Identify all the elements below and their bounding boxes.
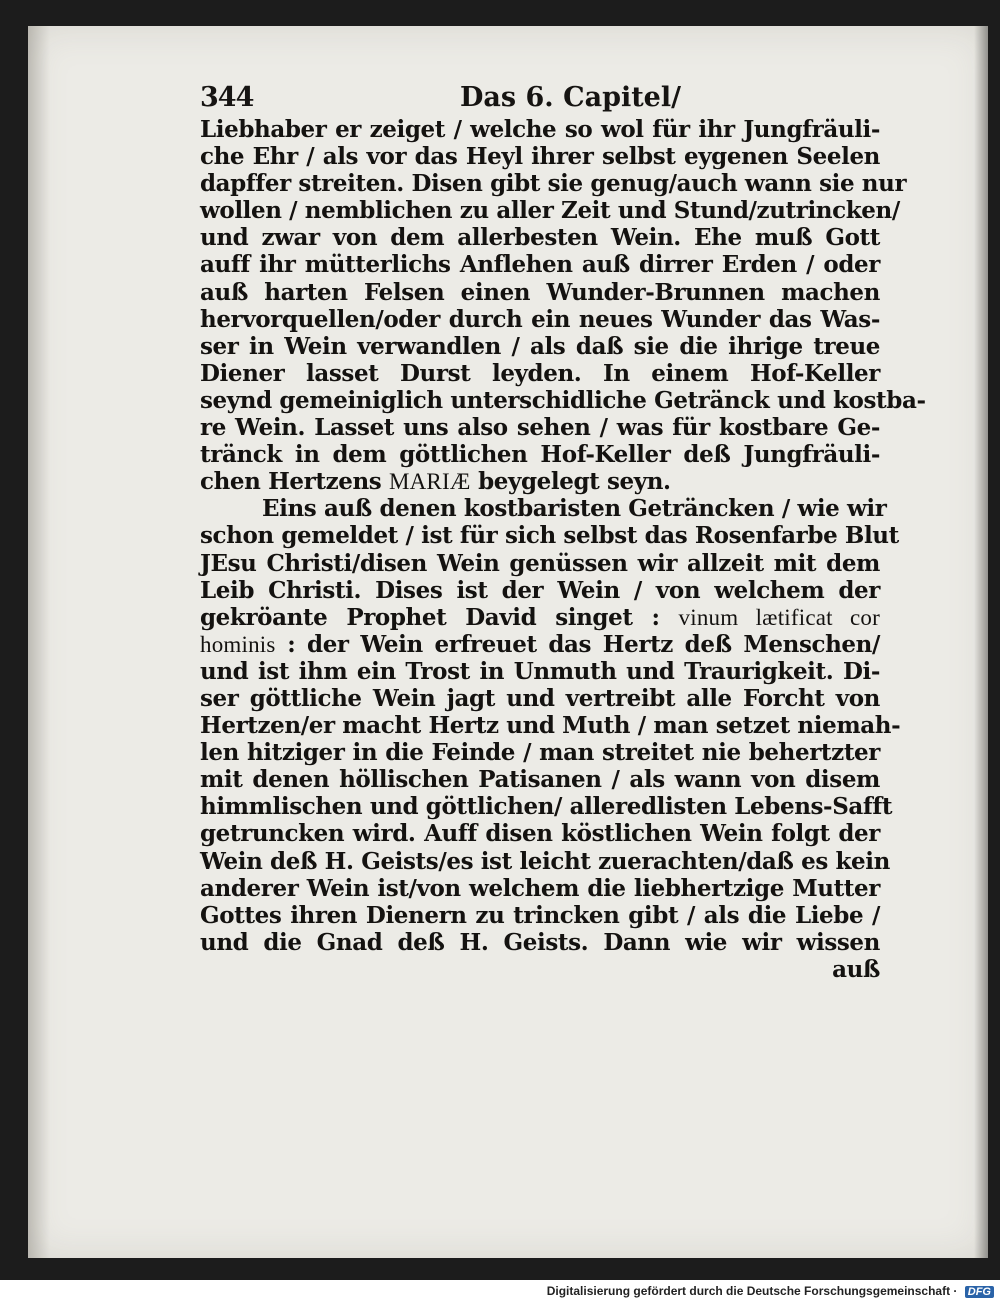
- text-line: hominis : der Wein erfreuet das Hertz deß Menschen/: [200, 630, 880, 658]
- text-line: Gottes ihren Dienern zu trincken gibt / als die Liebe /: [200, 901, 880, 929]
- catchword: auß: [832, 955, 880, 983]
- text-line: und zwar von dem allerbesten Wein. Ehe muß Gott: [200, 224, 880, 252]
- text-line: hervorquellen/oder durch ein neues Wunder das Was-: [200, 305, 880, 333]
- text-line: che Ehr / als vor das Heyl ihrer selbst eygenen Seelen: [200, 143, 880, 171]
- text-line: und die Gnad deß H. Geists. Dann wie wir wissen: [200, 928, 880, 956]
- text-line: und ist ihm ein Trost in Unmuth und Traurigkeit. Di-: [200, 657, 880, 685]
- text-line: schon gemeldet / ist für sich selbst das Rosenfarbe Blut: [200, 522, 899, 550]
- text-line: getruncken wird. Auff disen köstlichen Wein folgt der: [200, 820, 880, 848]
- latin-antiqua-text: hominis: [200, 631, 276, 657]
- text-line: Diener lasset Durst leyden. In einem Hof-Keller: [200, 359, 880, 387]
- running-head: Das 6. Capitel/: [460, 82, 681, 113]
- text-line: ser in Wein verwandlen / als daß sie die ihrige treue: [200, 332, 880, 360]
- text-line: seynd gemeiniglich unterschidliche Getränck und kostba-: [200, 386, 926, 414]
- text-line: tränck in dem göttlichen Hof-Keller deß Jungfräuli-: [200, 441, 880, 469]
- page-gutter-shadow: [28, 26, 50, 1258]
- credit-text: Digitalisierung gefördert durch die Deutsche Forschungsgemeinschaft ·: [546, 1284, 958, 1298]
- text-line: re Wein. Lasset uns also sehen / was für kostbare Ge-: [200, 414, 880, 442]
- text-line: dapffer streiten. Disen gibt sie genug/auch wann sie nur: [200, 170, 907, 198]
- text-line: auß harten Felsen einen Wunder-Brunnen machen: [200, 278, 880, 306]
- text-line: Liebhaber er zeiget / welche so wol für ihr Jungfräuli-: [200, 116, 880, 143]
- text-line-paragraph-start: Eins auß denen kostbaristen Geträncken / wie wir: [262, 495, 887, 523]
- text-line: gekröante Prophet David singet : vinum lætificat cor: [200, 603, 880, 631]
- page-edge-shadow: [974, 26, 988, 1258]
- text-line: himmlischen und göttlichen/ alleredlisten Lebens-Safft: [200, 793, 893, 821]
- text-line: JEsu Christi/disen Wein genüssen wir allzeit mit dem: [200, 549, 880, 577]
- text-line: ser göttliche Wein jagt und vertreibt alle Forcht von: [200, 684, 880, 712]
- text-line-paragraph-end: [200, 468, 880, 495]
- text-line: Hertzen/er macht Hertz und Muth / man setzet niemah-: [200, 712, 901, 740]
- latin-antiqua-text: vinum lætificat cor: [678, 604, 880, 630]
- text-line: Leib Christi. Dises ist der Wein / von welchem der: [200, 576, 880, 604]
- text-line: mit denen höllischen Patisanen / als wann von disem: [200, 766, 880, 794]
- text-line: anderer Wein ist/von welchem die liebhertzige Mutter: [200, 874, 880, 902]
- text-line: Wein deß H. Geists/es ist leicht zuerachten/daß es kein: [200, 847, 890, 875]
- text-fraktur: chen Hertzens MARIÆ beygelegt seyn.: [200, 468, 671, 496]
- text-line: auff ihr mütterlichs Anflehen auß dirrer Erden / oder: [200, 251, 880, 279]
- text-line: wollen / nemblichen zu aller Zeit und Stund/zutrincken/: [200, 197, 900, 225]
- text-line: len hitziger in die Feinde / man streitet nie behertzter: [200, 739, 880, 767]
- dfg-logo[interactable]: DFG: [965, 1286, 994, 1298]
- latin-antiqua-text: MARIÆ: [388, 469, 471, 495]
- page-number: 344: [200, 82, 254, 113]
- body-text: [200, 116, 926, 983]
- digitization-credit: [547, 1284, 994, 1298]
